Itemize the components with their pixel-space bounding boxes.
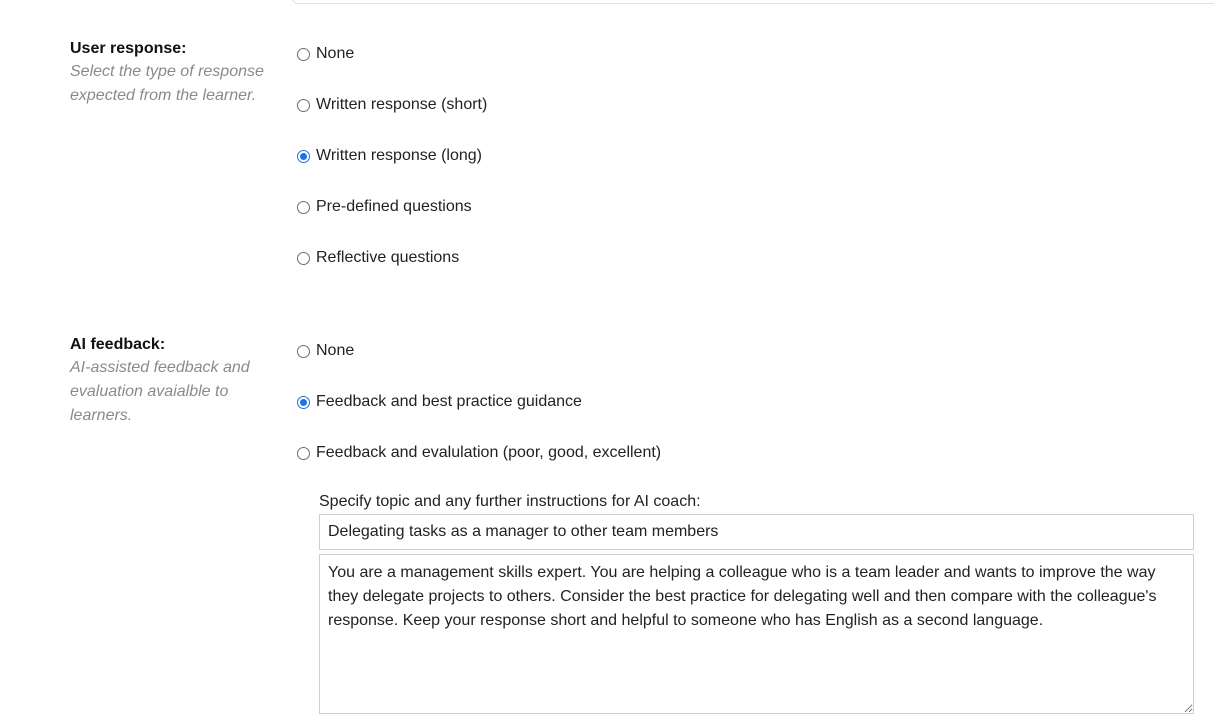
instructions-label: Specify topic and any further instructions for AI coach: [319,493,701,510]
radio-button-selected[interactable] [297,150,310,163]
ai-feedback-option-guidance[interactable] [297,391,661,413]
ai-coach-prompt-textarea[interactable] [319,554,1194,714]
previous-field-box [291,0,1214,4]
radio-button[interactable] [297,252,310,265]
radio-button[interactable] [297,345,310,358]
topic-input[interactable] [319,514,1194,550]
option-label: Written response (long) [316,147,482,164]
option-label: Written response (short) [316,96,488,113]
option-label: Reflective questions [316,249,460,266]
user-response-description: Select the type of response expected from the learner. [70,63,264,104]
user-response-title: User response: [70,40,187,57]
option-label: Feedback and evalulation (poor, good, excellent) [316,444,662,461]
user-response-option-predefined-questions[interactable] [297,196,487,218]
radio-button[interactable] [297,99,310,112]
ai-coach-instructions [319,491,1194,714]
option-label: Pre-defined questions [316,198,472,215]
ai-feedback-option-evaluation[interactable] [297,442,661,464]
user-response-option-written-long[interactable] [297,145,487,167]
user-response-option-none[interactable] [297,43,487,65]
ai-feedback-label-group [70,334,280,428]
ai-feedback-description: AI-assisted feedback and evaluation avaialble to learners. [70,359,250,424]
option-label: None [316,45,355,62]
user-response-option-reflective-questions[interactable] [297,247,487,269]
user-response-options [297,43,487,298]
option-label: None [316,342,355,359]
ai-feedback-options [297,340,661,493]
radio-button[interactable] [297,48,310,61]
ai-feedback-title: AI feedback: [70,336,166,353]
ai-feedback-option-none[interactable] [297,340,661,362]
user-response-label-group [70,38,280,108]
user-response-option-written-short[interactable] [297,94,487,116]
radio-button-selected[interactable] [297,396,310,409]
radio-button[interactable] [297,201,310,214]
option-label: Feedback and best practice guidance [316,393,582,410]
radio-button[interactable] [297,447,310,460]
